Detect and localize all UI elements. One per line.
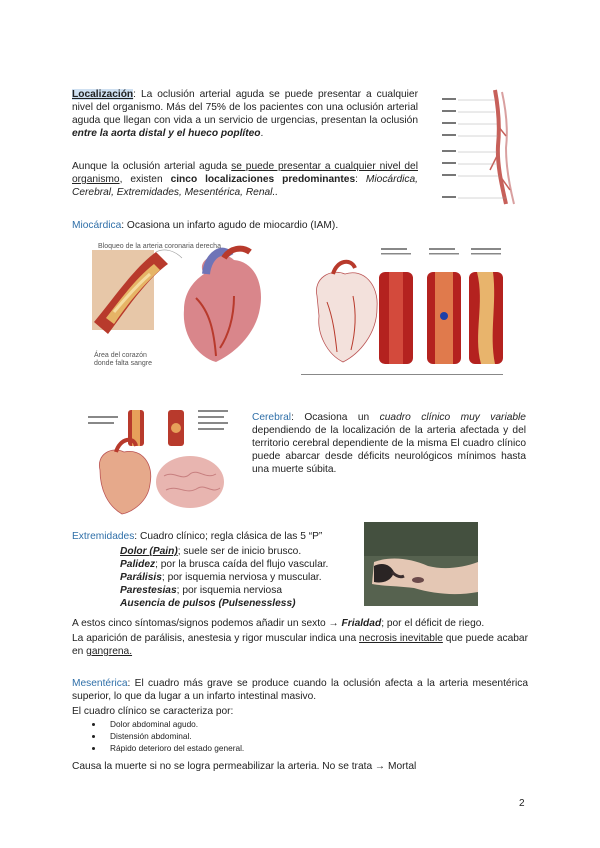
symptom-item: Palidez; por la brusca caída del flujo vascular. xyxy=(120,559,329,570)
mesenterica-paragraph: Mesentérica: El cuadro más grave se produce cuando la oclusión afecta a la arteria mesentérica superior, lo que da lugar a un infarto intestinal masivo. xyxy=(72,678,528,702)
cerebral-label: Cerebral xyxy=(252,412,292,423)
symptom-item: Ausencia de pulsos (Pulsenessless) xyxy=(120,598,296,609)
atherosclerosis-svg xyxy=(297,244,507,380)
mesenterica-label: Mesentérica xyxy=(72,678,128,689)
coronary-blockage-image xyxy=(84,238,268,374)
mesenterica-outro: Causa la muerte si no se logra permeabilizar la arteria. No se trata → Mortal xyxy=(72,761,417,772)
coronary-caption-top: Bloqueo de la arteria coronaria derecha xyxy=(98,243,221,250)
mesenterica-bullets xyxy=(72,718,528,754)
cerebral-paragraph: Cerebral: Ocasiona un cuadro clínico muy variable dependiendo de la localización de la arteria afectada y del territorio cerebral dependiente de la misma El cuadro clínico puede abarcar desde déficits neurológicos mínimos hasta una muerte súbita. xyxy=(252,412,526,475)
leg-arteries-diagram xyxy=(440,86,524,208)
foot-photo-svg xyxy=(364,522,478,606)
atherosclerosis-image xyxy=(297,244,507,380)
list-item: • Dolor abdominal agudo. xyxy=(104,718,528,730)
page-number: 2 xyxy=(519,798,525,809)
ischemic-foot-photo xyxy=(364,522,478,606)
cerebral-svg xyxy=(86,406,246,516)
mesenterica-intro: El cuadro clínico se caracteriza por: xyxy=(72,706,234,717)
miocardica-paragraph: Miocárdica: Ocasiona un infarto agudo de miocardio (IAM). xyxy=(72,220,339,231)
miocardica-label: Miocárdica xyxy=(72,220,122,231)
list-item: • Rápido deterioro del estado general. xyxy=(104,742,528,754)
extremidades-label: Extremidades xyxy=(72,531,135,542)
symptom-item: Parálisis; por isquemia nerviosa y muscular. xyxy=(120,572,322,583)
localizacion-paragraph-2: Aunque la oclusión arterial aguda se puede presentar a cualquier nivel del organismo, existen cinco localizaciones predominantes: Miocárdica, Cerebral, Extremidades, Mesentérica, Renal.. xyxy=(72,161,418,198)
coronary-caption-bottom: Área del corazón donde falta sangre xyxy=(94,352,152,367)
leg-arteries-svg xyxy=(440,86,524,208)
symptoms-list xyxy=(72,545,372,610)
localizacion-paragraph: Localización: La oclusión arterial aguda se puede presentar a cualquier nivel del organismo. Más del 75% de los pacientes con una oclusión arterial aguda que llegan con vida a un servicio de urgencias, presentan la oclusión entre la aorta distal y el hueco poplíteo. xyxy=(72,89,418,139)
symptom-item: Dolor (Pain); suele ser de inicio brusco. xyxy=(120,546,302,557)
symptom-item: Parestesias; por isquemia nerviosa xyxy=(120,585,282,596)
extremidades-heading: Extremidades: Cuadro clínico; regla clásica de las 5 “P” xyxy=(72,531,323,542)
list-item: • Distensión abdominal. xyxy=(104,730,528,742)
cerebral-embolism-image xyxy=(86,406,246,516)
localizacion-label: Localización xyxy=(72,89,134,100)
sixth-sign-line: A estos cinco síntomas/signos podemos añadir un sexto → Frialdad; por el déficit de riego. xyxy=(72,618,485,629)
necrosis-paragraph: La aparición de parálisis, anestesia y rigor muscular indica una necrosis inevitable que puede acabar en gangrena. xyxy=(72,633,528,657)
